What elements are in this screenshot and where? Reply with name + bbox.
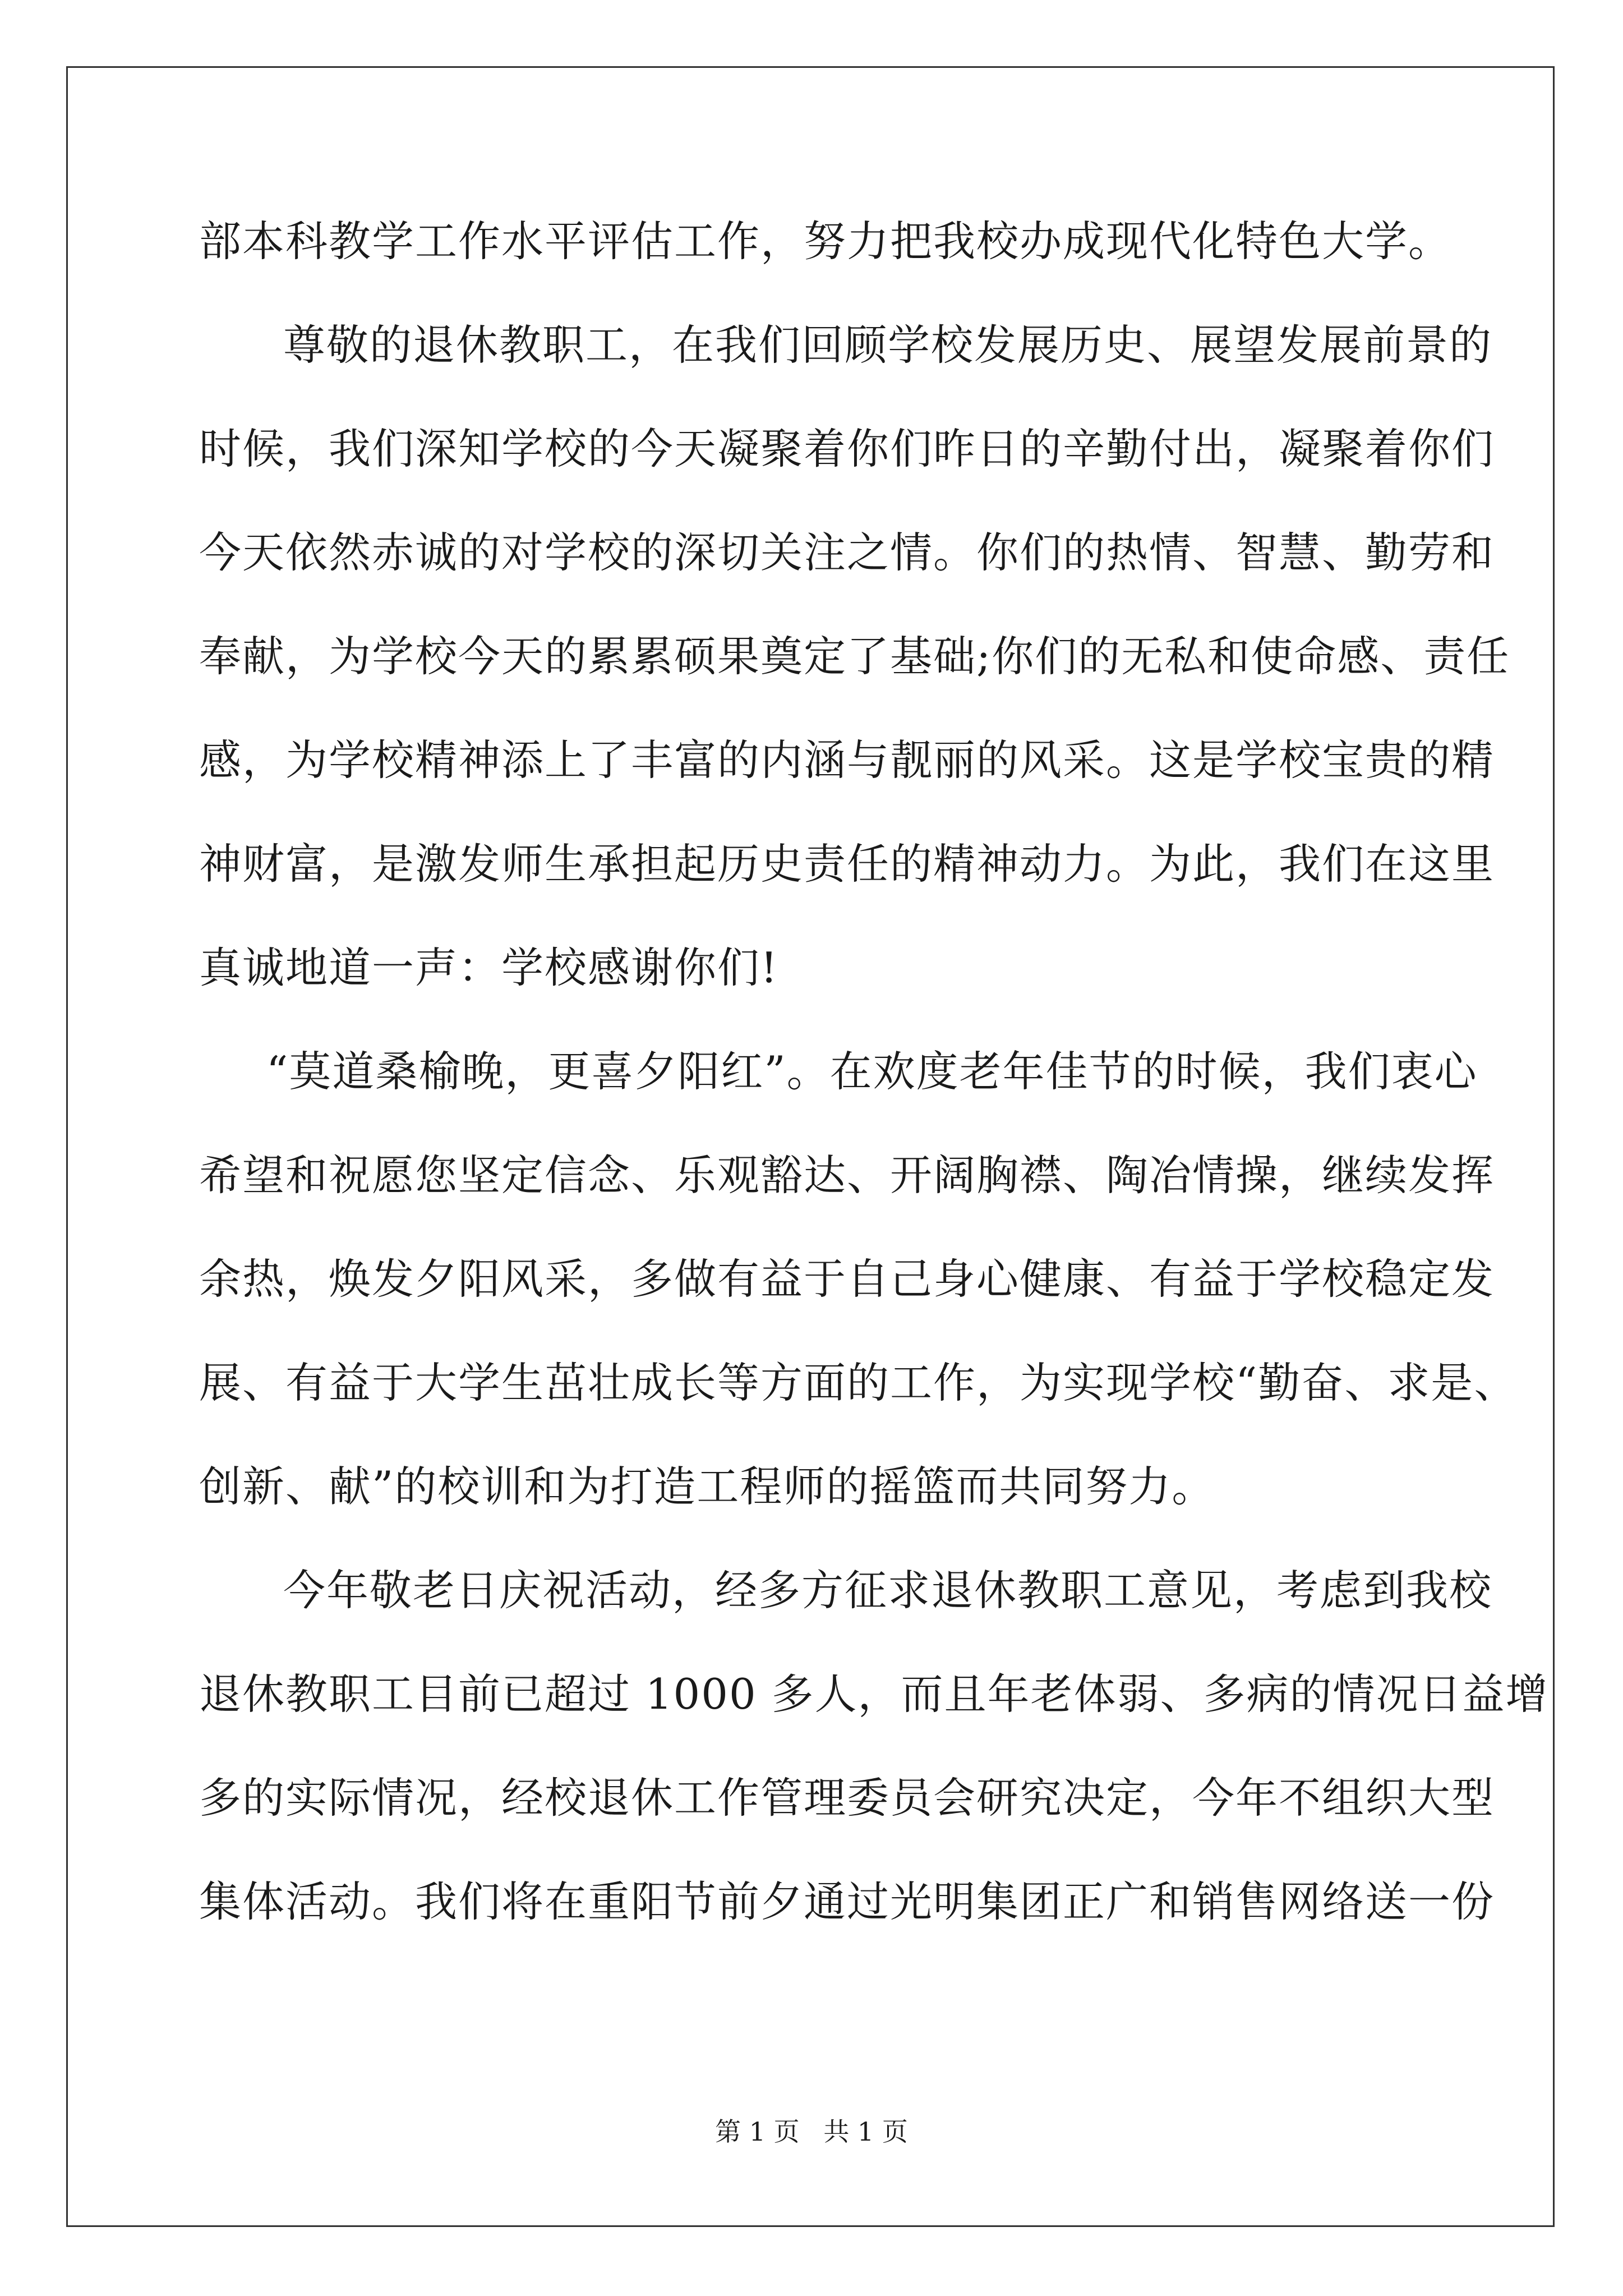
- text-line: 奉献，为学校今天的累累硕果奠定了基础;你们的无私和使命感、责任: [199, 632, 1510, 681]
- paragraph-start-line: 今年敬老日庆祝活动，经多方征求退休教职工意见，考虑到我校: [283, 1566, 1493, 1615]
- text-line: 神财富，是激发师生承担起历史责任的精神动力。为此，我们在这里: [199, 839, 1495, 889]
- text-line: 今天依然赤诚的对学校的深切关注之情。你们的热情、智慧、勤劳和: [199, 528, 1495, 577]
- text-line: 部本科教学工作水平评估工作，努力把我校办成现代化特色大学。: [199, 217, 1452, 266]
- text-line: 创新、献”的校训和为打造工程师的摇篮而共同努力。: [199, 1462, 1215, 1511]
- text-line: 希望和祝愿您坚定信念、乐观豁达、开阔胸襟、陶冶情操，继续发挥: [199, 1151, 1495, 1200]
- text-line: 余热，焕发夕阳风采，多做有益于自己身心健康、有益于学校稳定发: [199, 1254, 1495, 1304]
- text-line: 展、有益于大学生茁壮成长等方面的工作，为实现学校“勤奋、求是、: [199, 1358, 1518, 1407]
- page-number: 第 1 页: [715, 2116, 800, 2147]
- text-line: 退休教职工目前已超过 1000 多人，而且年老体弱、多病的情况日益增: [199, 1669, 1549, 1719]
- text-line: 集体活动。我们将在重阳节前夕通过光明集团正广和销售网络送一份: [199, 1877, 1495, 1926]
- text-line: 感，为学校精神添上了丰富的内涵与靓丽的风采。这是学校宝贵的精: [199, 735, 1495, 785]
- page-total: 共 1 页: [823, 2116, 908, 2147]
- text-line: 多的实际情况，经校退休工作管理委员会研究决定，今年不组织大型: [199, 1773, 1495, 1823]
- text-line: 真诚地道一声：学校感谢你们!: [199, 943, 779, 992]
- text-line: 时候，我们深知学校的今天凝聚着你们昨日的辛勤付出，凝聚着你们: [199, 424, 1495, 473]
- page-footer: [0, 2115, 1623, 2148]
- paragraph-start-line: 尊敬的退休教职工，在我们回顾学校发展历史、展望发展前景的: [283, 320, 1493, 370]
- paragraph-start-line: “莫道桑榆晚，更喜夕阳红”。在欢度老年佳节的时候，我们衷心: [266, 1047, 1478, 1096]
